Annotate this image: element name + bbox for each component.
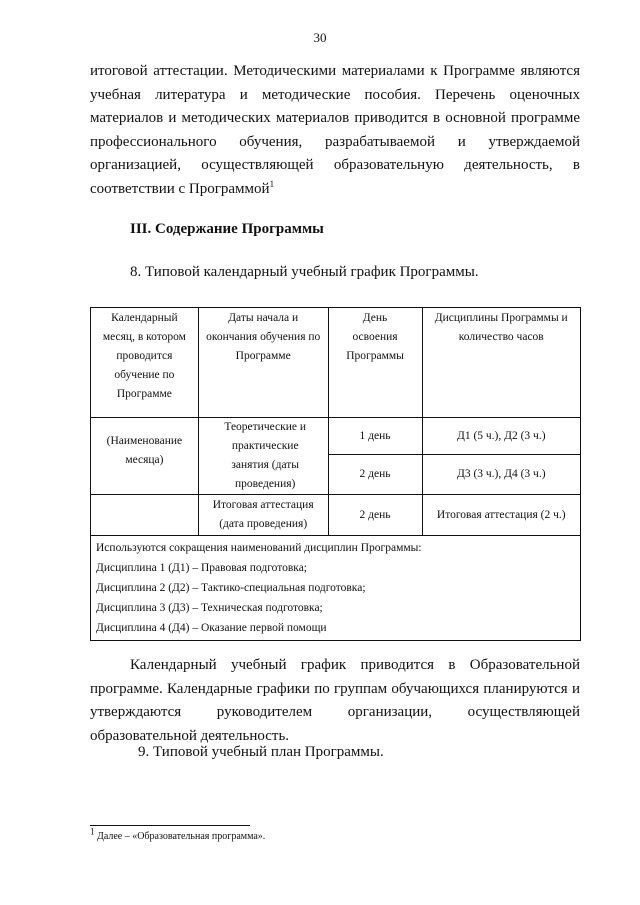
day-cell: 2 день [328, 495, 422, 536]
footnote-ref: 1 [269, 178, 275, 189]
schedule-line: образовательной деятельность. [90, 727, 290, 744]
intro-line: соответствии с Программой [90, 180, 270, 197]
day-cell: 1 день [328, 418, 422, 455]
schedule-line: программе. Календарные графики по группам обучающихся планируются и [90, 680, 580, 697]
schedule-paragraph [90, 654, 580, 748]
schedule-line: Календарный учебный график приводится в Образовательной [130, 657, 580, 673]
schedule-table [90, 307, 581, 641]
abbreviations-notes [91, 536, 581, 641]
footnote-divider [90, 825, 250, 826]
footnote-mark: 1 [90, 826, 95, 837]
disciplines-cell: Д3 (3 ч.), Д4 (3 ч.) [422, 455, 580, 495]
note-line: Дисциплина 4 (Д4) – Оказание первой помощи [96, 622, 327, 634]
note-line: Дисциплина 3 (Д3) – Техническая подготовка; [96, 602, 323, 614]
attestation-cell: Итоговая аттестация (дата проведения) [198, 495, 328, 536]
intro-line: итоговой аттестации. Методическими материалами к Программе являются [90, 63, 580, 79]
header-day: День освоения Программы [328, 308, 422, 418]
empty-cell [91, 495, 199, 536]
footnote [90, 826, 266, 842]
classes-cell: Теоретические и практические занятия (даты проведения) [198, 418, 328, 495]
intro-line: учебная литература и методические пособия. Перечень оценочных [90, 86, 580, 103]
intro-line: организацией, осуществляющей образовательную деятельность, в [90, 157, 580, 173]
table-row [91, 495, 581, 536]
table-row [91, 418, 581, 455]
header-month: Календарный месяц, в котором проводится обучение по Программе [91, 308, 199, 418]
intro-line: материалов и методических материалов приводится в основной программе [90, 110, 580, 126]
page-number: 30 [313, 30, 327, 45]
notes-row [91, 536, 581, 641]
footnote-text: Далее – «Образовательная программа». [94, 831, 266, 842]
note-line: Используются сокращения наименований дисциплин Программы: [96, 542, 422, 554]
header-dates: Даты начала и окончания обучения по Программе [198, 308, 328, 418]
intro-line: профессионального обучения, разрабатываемой и утверждаемой [90, 133, 580, 150]
table-header-row [91, 308, 581, 418]
day-cell: 2 день [328, 455, 422, 495]
disciplines-cell: Д1 (5 ч.), Д2 (3 ч.) [422, 418, 580, 455]
month-cell: (Наименование месяца) [91, 418, 199, 495]
schedule-line: утверждаются руководителем организации, осуществляющей [90, 704, 580, 720]
intro-line-last [90, 178, 580, 202]
subsection-8-title: 8. Типовой календарный учебный график Программы. [130, 264, 479, 280]
disciplines-cell: Итоговая аттестация (2 ч.) [422, 495, 580, 536]
header-disciplines: Дисциплины Программы и количество часов [422, 308, 580, 418]
subsection-9-title: 9. Типовой учебный план Программы. [138, 744, 384, 760]
intro-paragraph [90, 60, 580, 201]
section-heading: III. Содержание Программы [130, 221, 324, 237]
note-line: Дисциплина 1 (Д1) – Правовая подготовка; [96, 562, 307, 574]
note-line: Дисциплина 2 (Д2) – Тактико-специальная подготовка; [96, 582, 366, 594]
